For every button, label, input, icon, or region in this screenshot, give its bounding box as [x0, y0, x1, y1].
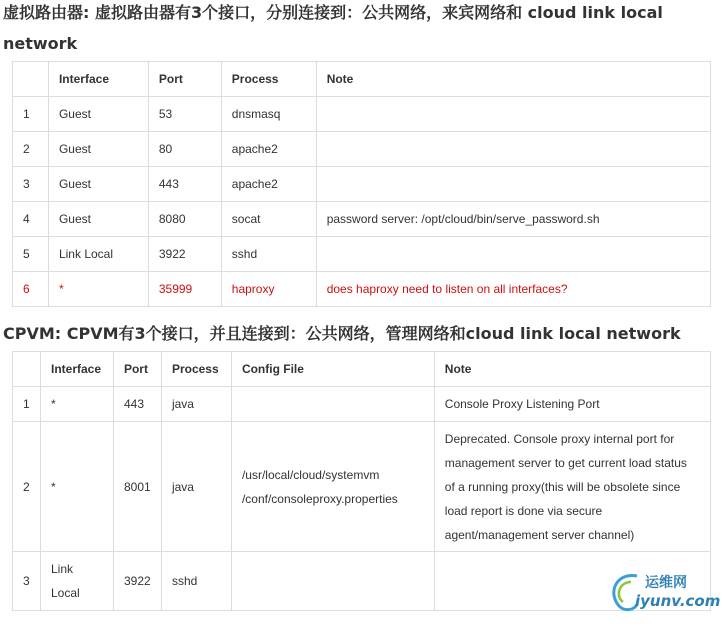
watermark-en-text: iyunv.com: [635, 592, 721, 610]
cell-index: 5: [13, 237, 49, 272]
col-header-config-file: Config File: [231, 352, 434, 387]
cell-process: socat: [221, 202, 316, 237]
cell-interface: Link Local: [40, 552, 113, 611]
cell-interface: Link Local: [48, 237, 148, 272]
cell-interface: *: [48, 272, 148, 307]
table-row: [13, 97, 711, 132]
table-row: [13, 387, 711, 422]
cell-process: apache2: [221, 167, 316, 202]
cell-process: sshd: [221, 237, 316, 272]
col-header-note: Note: [434, 352, 710, 387]
virtual-router-heading: 虚拟路由器: 虚拟路由器有3个接口，分别连接到：公共网络，来宾网络和 cloud link local network: [3, 3, 663, 53]
cell-port: 80: [148, 132, 221, 167]
cell-port: 35999: [148, 272, 221, 307]
cell-note: Console Proxy Listening Port: [434, 387, 710, 422]
cell-port: 443: [148, 167, 221, 202]
col-header-interface: Interface: [48, 62, 148, 97]
col-header-port: Port: [113, 352, 161, 387]
cell-process: sshd: [161, 552, 231, 611]
col-header-process: Process: [161, 352, 231, 387]
cell-port: 3922: [148, 237, 221, 272]
col-header-port: Port: [148, 62, 221, 97]
cell-note: password server: /opt/cloud/bin/serve_password.sh: [316, 202, 710, 237]
cell-port: 3922: [113, 552, 161, 611]
table-row: [13, 202, 711, 237]
col-header-process: Process: [221, 62, 316, 97]
cell-port: 443: [113, 387, 161, 422]
cell-interface: *: [40, 422, 113, 552]
cell-interface: Guest: [48, 132, 148, 167]
cell-port: 53: [148, 97, 221, 132]
site-watermark: [607, 570, 721, 616]
cell-note: [316, 237, 710, 272]
cell-interface: *: [40, 387, 113, 422]
cell-index: 2: [13, 132, 49, 167]
cell-index: 3: [13, 552, 41, 611]
cell-note: does haproxy need to listen on all interfaces?: [316, 272, 710, 307]
cell-port: 8080: [148, 202, 221, 237]
cell-process: haproxy: [221, 272, 316, 307]
col-header-note: Note: [316, 62, 710, 97]
cell-interface: Guest: [48, 167, 148, 202]
cell-index: 3: [13, 167, 49, 202]
virtual-router-ports-table: [12, 61, 711, 307]
cpvm-heading: CPVM: CPVM有3个接口，并且连接到：公共网络，管理网络和cloud link local network: [3, 324, 681, 343]
col-header-index: [13, 352, 41, 387]
cell-process: java: [161, 422, 231, 552]
cell-note: [316, 167, 710, 202]
table-header-row: [13, 352, 711, 387]
cell-config-file: [231, 552, 434, 611]
cell-note: [316, 132, 710, 167]
cell-index: 2: [13, 422, 41, 552]
cell-config-file: /usr/local/cloud/systemvm /conf/consoleproxy.properties: [231, 422, 434, 552]
col-header-interface: Interface: [40, 352, 113, 387]
cell-process: java: [161, 387, 231, 422]
table-row: [13, 132, 711, 167]
table-row-warning: [13, 272, 711, 307]
watermark-cn-text: 运维网: [645, 575, 687, 591]
cell-index: 1: [13, 97, 49, 132]
cell-interface: Guest: [48, 97, 148, 132]
cell-port: 8001: [113, 422, 161, 552]
table-row: [13, 237, 711, 272]
cell-note: [316, 97, 710, 132]
table-row: [13, 552, 711, 611]
cell-interface: Guest: [48, 202, 148, 237]
table-row: [13, 422, 711, 552]
cell-note: Deprecated. Console proxy internal port for management server to get current load status of a running proxy(this will be obsolete since load report is done via secure agent/management server channel): [434, 422, 710, 552]
col-header-index: [13, 62, 49, 97]
table-header-row: [13, 62, 711, 97]
table-row: [13, 167, 711, 202]
cell-index: 4: [13, 202, 49, 237]
cell-index: 1: [13, 387, 41, 422]
cell-config-file: [231, 387, 434, 422]
cell-process: dnsmasq: [221, 97, 316, 132]
cell-process: apache2: [221, 132, 316, 167]
cell-index: 6: [13, 272, 49, 307]
